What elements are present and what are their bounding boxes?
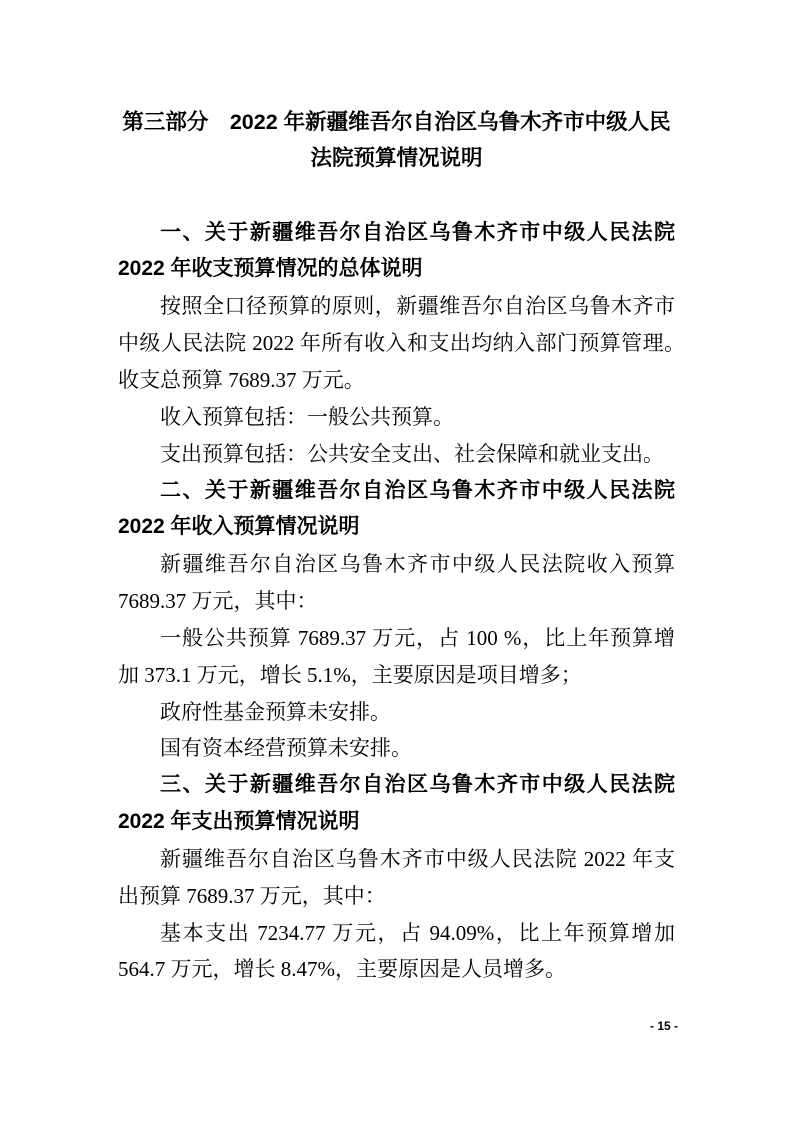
page-number: - 15 -	[649, 1019, 678, 1033]
body-line: 基本支出 7234.77 万元，占 94.09%，比上年预算增加	[160, 920, 675, 945]
body-line: 新疆维吾尔自治区乌鲁木齐市中级人民法院收入预算	[160, 552, 675, 577]
title-line: 法院预算情况说明	[310, 146, 483, 170]
heading-line: 2022 年收支预算情况的总体说明	[118, 257, 423, 281]
body-line: 7689.37 万元，其中：	[118, 589, 318, 614]
heading-line: 二、关于新疆维吾尔自治区乌鲁木齐市中级人民法院	[160, 478, 675, 502]
body-line: 出预算 7689.37 万元，其中：	[118, 883, 386, 908]
paragraph	[118, 915, 675, 989]
body-line: 按照全口径预算的原则，新疆维吾尔自治区乌鲁木齐市	[160, 294, 675, 319]
title-line: 第三部分 2022 年新疆维吾尔自治区乌鲁木齐市中级人民	[122, 110, 671, 134]
paragraph	[118, 620, 675, 694]
heading-line: 一、关于新疆维吾尔自治区乌鲁木齐市中级人民法院	[160, 220, 675, 244]
paragraph	[118, 288, 685, 399]
paragraph	[118, 399, 675, 436]
body-line: 支出预算包括：公共安全支出、社会保障和就业支出。	[160, 441, 664, 466]
section-overview	[118, 215, 685, 473]
heading-line: 2022 年收入预算情况说明	[118, 515, 360, 539]
heading-line: 2022 年支出预算情况说明	[118, 810, 360, 834]
section-income	[118, 473, 675, 768]
section-heading	[118, 215, 675, 289]
body-line: 一般公共预算 7689.37 万元，占 100 %，比上年预算增	[160, 625, 675, 650]
paragraph	[118, 436, 675, 473]
paragraph	[118, 694, 675, 731]
section-heading	[118, 767, 675, 841]
paragraph	[118, 730, 675, 767]
body-line: 中级人民法院 2022 年所有收入和支出均纳入部门预算管理。	[118, 331, 685, 356]
heading-line: 三、关于新疆维吾尔自治区乌鲁木齐市中级人民法院	[160, 773, 675, 797]
paragraph	[118, 841, 675, 915]
paragraph	[118, 546, 675, 620]
body-line: 564.7 万元，增长 8.47%，主要原因是人员增多。	[118, 957, 566, 982]
body-line: 加 373.1 万元，增长 5.1%，主要原因是项目增多；	[118, 662, 582, 687]
body-line: 政府性基金预算未安排。	[160, 699, 391, 724]
section-expenditure	[118, 767, 675, 988]
document-title	[0, 104, 793, 176]
document-body	[118, 215, 685, 989]
section-heading	[118, 473, 675, 547]
body-line: 国有资本经营预算未安排。	[160, 736, 412, 761]
body-line: 新疆维吾尔自治区乌鲁木齐市中级人民法院 2022 年支	[160, 846, 675, 871]
body-line: 收入预算包括：一般公共预算。	[160, 404, 454, 429]
body-line: 收支总预算 7689.37 万元。	[118, 367, 365, 392]
